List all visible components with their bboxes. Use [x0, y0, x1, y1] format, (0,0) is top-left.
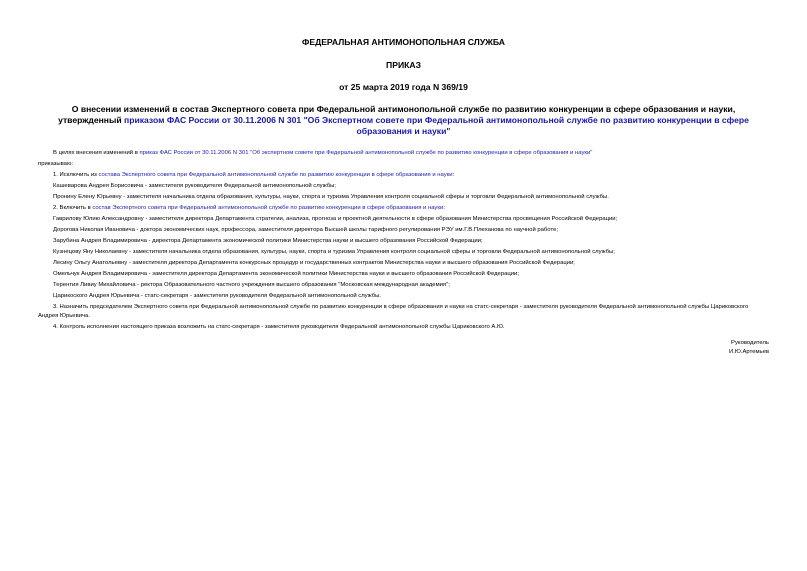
list-item: Зарубина Андрея Владимировича - директора Департамента экономической политики Министерства науки и высшего образования Российской Федерации;: [53, 238, 483, 244]
title-order-link[interactable]: приказом ФАС России от 30.11.2006 N 301 "Об Экспертном совете при Федеральной антимонопольной службе по развитию конкуренции в сфере образования и науки": [124, 115, 749, 136]
item-3: 3. Назначить председателем Экспертного совета при Федеральной антимонопольной службе по развитию конкуренции в сфере образования и науки на статс-секретаря - заместителя руководителя Федеральной антимонопольной службы Цариковского Андрея Юрьевича.: [38, 304, 749, 320]
item-2-council-link[interactable]: состав Экспертного совета при Федеральной антимонопольной службе по развитию конкуренции в сфере образования и науки: [92, 205, 444, 211]
preamble-text: В целях внесения изменений в: [53, 150, 140, 156]
title-text: О внесении изменений в состав Экспертного совета при Федеральной антимонопольной службе по развитию конкуренции в сфере образования и науки, утвержденный: [58, 104, 736, 125]
signatory-position: Руководитель: [731, 339, 769, 346]
item-4: 4. Контроль исполнения настоящего приказа возложить на статс-секретаря - заместителя руководителя Федеральной антимонопольной службы Цариковского А.Ю.: [53, 324, 505, 331]
agency-name: ФЕДЕРАЛЬНАЯ АНТИМОНОПОЛЬНАЯ СЛУЖБА: [302, 37, 505, 47]
signatory-name: И.Ю.Артемьев: [729, 349, 769, 356]
signature-block: [38, 339, 769, 358]
item-1-council-link[interactable]: состава Экспертного совета при Федеральной антимонопольной службе по развитию конкуренции в сфере образования и науки: [98, 172, 453, 178]
item-1: [38, 171, 769, 180]
item-1-colon: :: [452, 172, 455, 178]
preamble-order-link[interactable]: приказ ФАС России от 30.11.2006 N 301 "Об экспертном совете при Федеральной антимонопольной службе по развитию конкуренции в сфере образования и науки": [139, 150, 593, 156]
list-item: Кузнецову Яну Николаевну - заместителя начальника отдела образования, культуры, науки, спорта и туризма Управления контроля социальной сферы и торговли Федеральной антимонопольной службы;: [53, 249, 615, 255]
list-item: Гаврилову Юлию Александровну - заместителя директора Департамента стратегии, анализа, прогноза и проектной деятельности в сфере образования Министерства просвещения Российской Федерации;: [53, 216, 618, 222]
list-item: Терентия Ливиу Михайловича - ректора Образовательного частного учреждения высшего образования "Московская международная академия";: [53, 282, 450, 288]
list-item: Пронину Елену Юрьевну - заместителя начальника отдела образования, культуры, науки, спорта и туризма Управления контроля социальной сферы и торговли Федеральной антимонопольной службы.: [53, 194, 609, 200]
list-item: Кашеварова Андрея Борисовича - заместителя руководителя Федеральной антимонопольной службы;: [53, 183, 336, 189]
order-word: приказываю:: [38, 161, 74, 167]
list-item: Дорогова Николая Ивановича - доктора экономических наук, профессора, заместителя директора Высшей школы тарифного регулирования РЭУ им.Г.В.Плеханова по научной работе;: [53, 227, 559, 233]
document-date-number: от 25 марта 2019 года N 369/19: [339, 82, 468, 92]
item-2-colon: :: [443, 205, 445, 211]
list-item: Царикоского Андрея Юрьевича - статс-секретаря - заместителя руководителя Федеральной антимонопольной службы.: [53, 293, 381, 299]
document-title: [52, 104, 755, 137]
item-2: [38, 204, 769, 213]
list-item: Лесину Ольгу Анатольевну - заместителя директора Департамента конкурсных процедур и государственных контрактов Министерства науки и высшего образования Российской Федерации;: [53, 260, 575, 266]
item-2-text: 2. Включить в: [53, 205, 93, 211]
item-1-text: 1. Исключить из: [53, 172, 99, 178]
list-item: Омельчук Андрея Владимировича - заместителя директора Департамента экономической политики Министерства науки и высшего образования Российской Федерации;: [53, 271, 519, 277]
preamble: [38, 149, 769, 158]
document-body: [38, 149, 769, 358]
document-type: ПРИКАЗ: [386, 60, 421, 70]
